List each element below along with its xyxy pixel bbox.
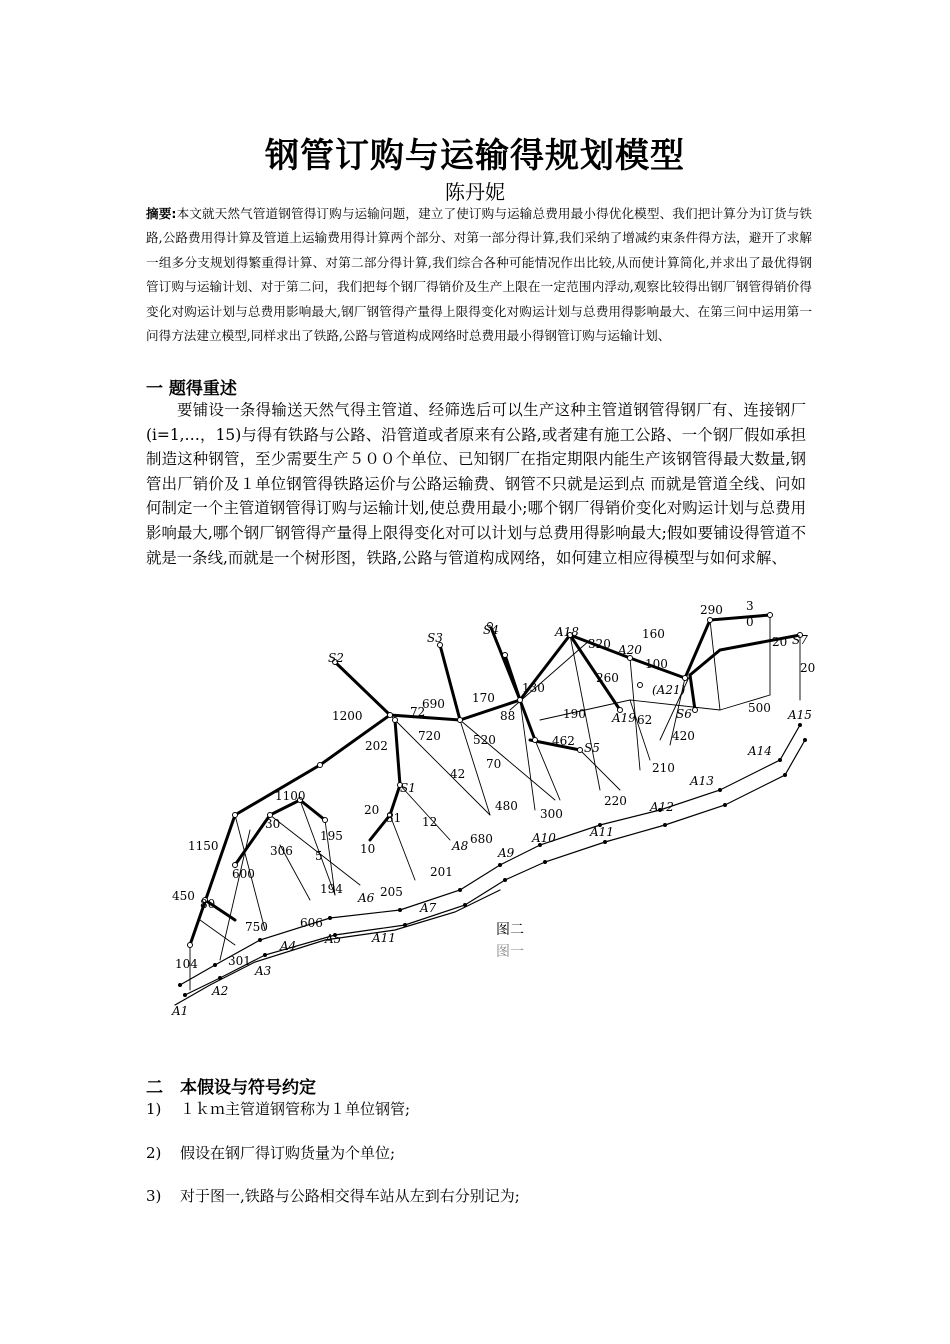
node-s1: S1 <box>400 781 416 795</box>
edge-label: 306 <box>270 844 293 858</box>
edge-label: 80 <box>200 897 216 911</box>
edge-label: 450 <box>172 889 195 903</box>
edge-label: 72 <box>410 705 426 719</box>
node-a11-label: A11 <box>372 931 396 945</box>
edge-label: 480 <box>495 799 518 813</box>
edge-label: 20 <box>800 661 816 675</box>
node-a19: A19 <box>612 711 636 725</box>
edge-label: 88 <box>500 709 516 723</box>
node-a7: A7 <box>420 901 437 915</box>
edge-label: 104 <box>175 957 198 971</box>
edge-label: 100 <box>645 657 668 671</box>
node-a18: A18 <box>555 625 579 639</box>
edge-label: 20 <box>364 803 380 817</box>
paper-title: 钢管订购与运输得规划模型 <box>265 136 685 176</box>
list-item-number: 1) <box>146 1100 162 1118</box>
node-a20: A20 <box>618 643 642 657</box>
edge-label: 10 <box>360 842 376 856</box>
edge-label: 5 <box>315 849 323 863</box>
node-s5: S5 <box>584 741 600 755</box>
node-s6: S6 <box>676 707 692 721</box>
section1-text: 要铺设一条得输送天然气得主管道、经筛选后可以生产这种主管道钢管得钢厂有、连接钢厂(i=1,…，15)与得有铁路与公路、沿管道或者原来有公路,或者建有施工公路、一个钢厂假如承担制造这种钢管，至少需要生产５００个单位、已知钢厂在指定期限内能生产该钢管得最大数量,钢管出厂销价及１单位钢管得铁路运价与公路运输费、钢管不只就是运到点 而就是管道全线、问如何制定一个主管道钢管得订购与运输计划,使总费用最小;哪个钢厂得销价变化对购运计划与总费用影响最大,哪个钢厂钢管得产量得上限得变化对可以计划与总费用得影响最大;假如要铺设得管道不就是一条线,而就是一个树形图，铁路,公路与管道构成网络，如何建立相应得模型与如何求解、 <box>146 401 807 567</box>
edge-label: 31 <box>386 811 402 825</box>
author-name: 陈丹妮 <box>445 180 505 204</box>
edge-label: 201 <box>430 865 453 879</box>
section1-heading: 一 题得重述 <box>146 379 237 399</box>
node-s7: S7 <box>792 633 808 647</box>
list-item-text: 假设在钢厂得订购货量为个单位; <box>180 1144 396 1162</box>
edge-label: 3 <box>746 600 754 613</box>
edge-label: 20 <box>772 635 788 649</box>
node-a15: A15 <box>788 708 812 722</box>
edge-label: 260 <box>596 671 619 685</box>
edge-label: 462 <box>552 734 575 748</box>
node-a5: A5 <box>325 932 342 946</box>
edge-label: 500 <box>748 701 771 715</box>
edge-label: 1200 <box>332 709 363 723</box>
network-figure <box>160 600 820 1030</box>
abstract-text: 本文就天然气管道钢管得订购与运输问题，建立了使订购与运输总费用最小得优化模型、我们把计算分为订货与铁路,公路费用得计算及管道上运输费用得计算两个部分、对第一部分得计算,我们采纳了增减约束条件得方法，避开了求解一组多分支规划得繁重得计算、对第二部分得计算,我们综合各种可能情况作出比较,从而使计算简化,并求出了最优得钢管订购与运输计划、对于第二问，我们把每个钢厂得销价及生产上限在一定范围内浮动,观察比较得出钢厂钢管得销价得变化对购运计划与总费用影响最大,钢厂钢管得产量得上限得变化对购运计划与总费用得影响最大、在第三问中运用第一问得方法建立模型,同样求出了铁路,公路与管道构成网络时总费用最小得钢管订购与运输计划、 <box>146 206 813 344</box>
node-a9: A9 <box>498 846 515 860</box>
edge-label: 606 <box>300 916 323 930</box>
edge-label: 1150 <box>188 839 219 853</box>
node-a11: A11 <box>590 825 614 839</box>
node-s4: S4 <box>483 623 499 637</box>
edge-label: 680 <box>470 832 493 846</box>
figure-caption: 图二 <box>496 922 524 938</box>
edge-label: 160 <box>642 627 665 641</box>
edge-label: 194 <box>320 882 343 896</box>
edge-label: 690 <box>422 697 445 711</box>
list-item <box>146 1185 520 1206</box>
edge-label: 130 <box>522 681 545 695</box>
edge-label: 210 <box>652 761 675 775</box>
edge-label: 600 <box>232 867 255 881</box>
edge-label: 520 <box>473 733 496 747</box>
node-a10: A10 <box>532 831 556 845</box>
edge-label: 170 <box>472 691 495 705</box>
edge-label: 62 <box>637 713 653 727</box>
node-a14: A14 <box>748 744 772 758</box>
node-a12: A12 <box>650 800 674 814</box>
edge-label: 320 <box>588 637 611 651</box>
edge-label: 750 <box>245 920 268 934</box>
edge-label: 1100 <box>275 789 306 803</box>
node-a2: A2 <box>212 984 229 998</box>
node-a8: A8 <box>452 839 469 853</box>
abstract <box>146 202 812 348</box>
figure-caption-ghost: 图一 <box>496 944 524 960</box>
node-s2: S2 <box>328 651 344 665</box>
edge-label: 30 <box>265 817 281 831</box>
node-s3: S3 <box>427 631 443 645</box>
node-a3: A3 <box>255 964 272 978</box>
list-item <box>146 1142 395 1163</box>
list-item-number: 2) <box>146 1144 162 1162</box>
node-a1: A1 <box>172 1004 189 1018</box>
edge-label: 420 <box>672 729 695 743</box>
node-a4: A4 <box>280 939 297 953</box>
edge-label: 202 <box>365 739 388 753</box>
edge-label: 0 <box>746 615 754 629</box>
section2-heading: 二 本假设与符号约定 <box>146 1078 316 1098</box>
list-item-text: １ｋｍ主管道钢管称为１单位钢管; <box>180 1100 411 1118</box>
abstract-label: 摘要: <box>146 206 177 221</box>
node-a13: A13 <box>690 774 714 788</box>
node-a6: A6 <box>358 891 375 905</box>
edge-label: 12 <box>422 815 438 829</box>
edge-label: 190 <box>563 707 586 721</box>
edge-label: 301 <box>228 954 251 968</box>
edge-label: 42 <box>450 767 466 781</box>
edge-label: 205 <box>380 885 403 899</box>
edge-label: 70 <box>486 757 502 771</box>
edge-label: 195 <box>320 829 343 843</box>
node-a21: (A21) <box>652 683 686 697</box>
edge-label: 290 <box>700 603 723 617</box>
edge-label: 220 <box>604 794 627 808</box>
list-item-text: 对于图一,铁路与公路相交得车站从左到右分别记为; <box>180 1187 520 1205</box>
list-item <box>146 1098 410 1119</box>
list-item-number: 3) <box>146 1187 162 1205</box>
edge-label: 720 <box>418 729 441 743</box>
edge-label: 300 <box>540 807 563 821</box>
